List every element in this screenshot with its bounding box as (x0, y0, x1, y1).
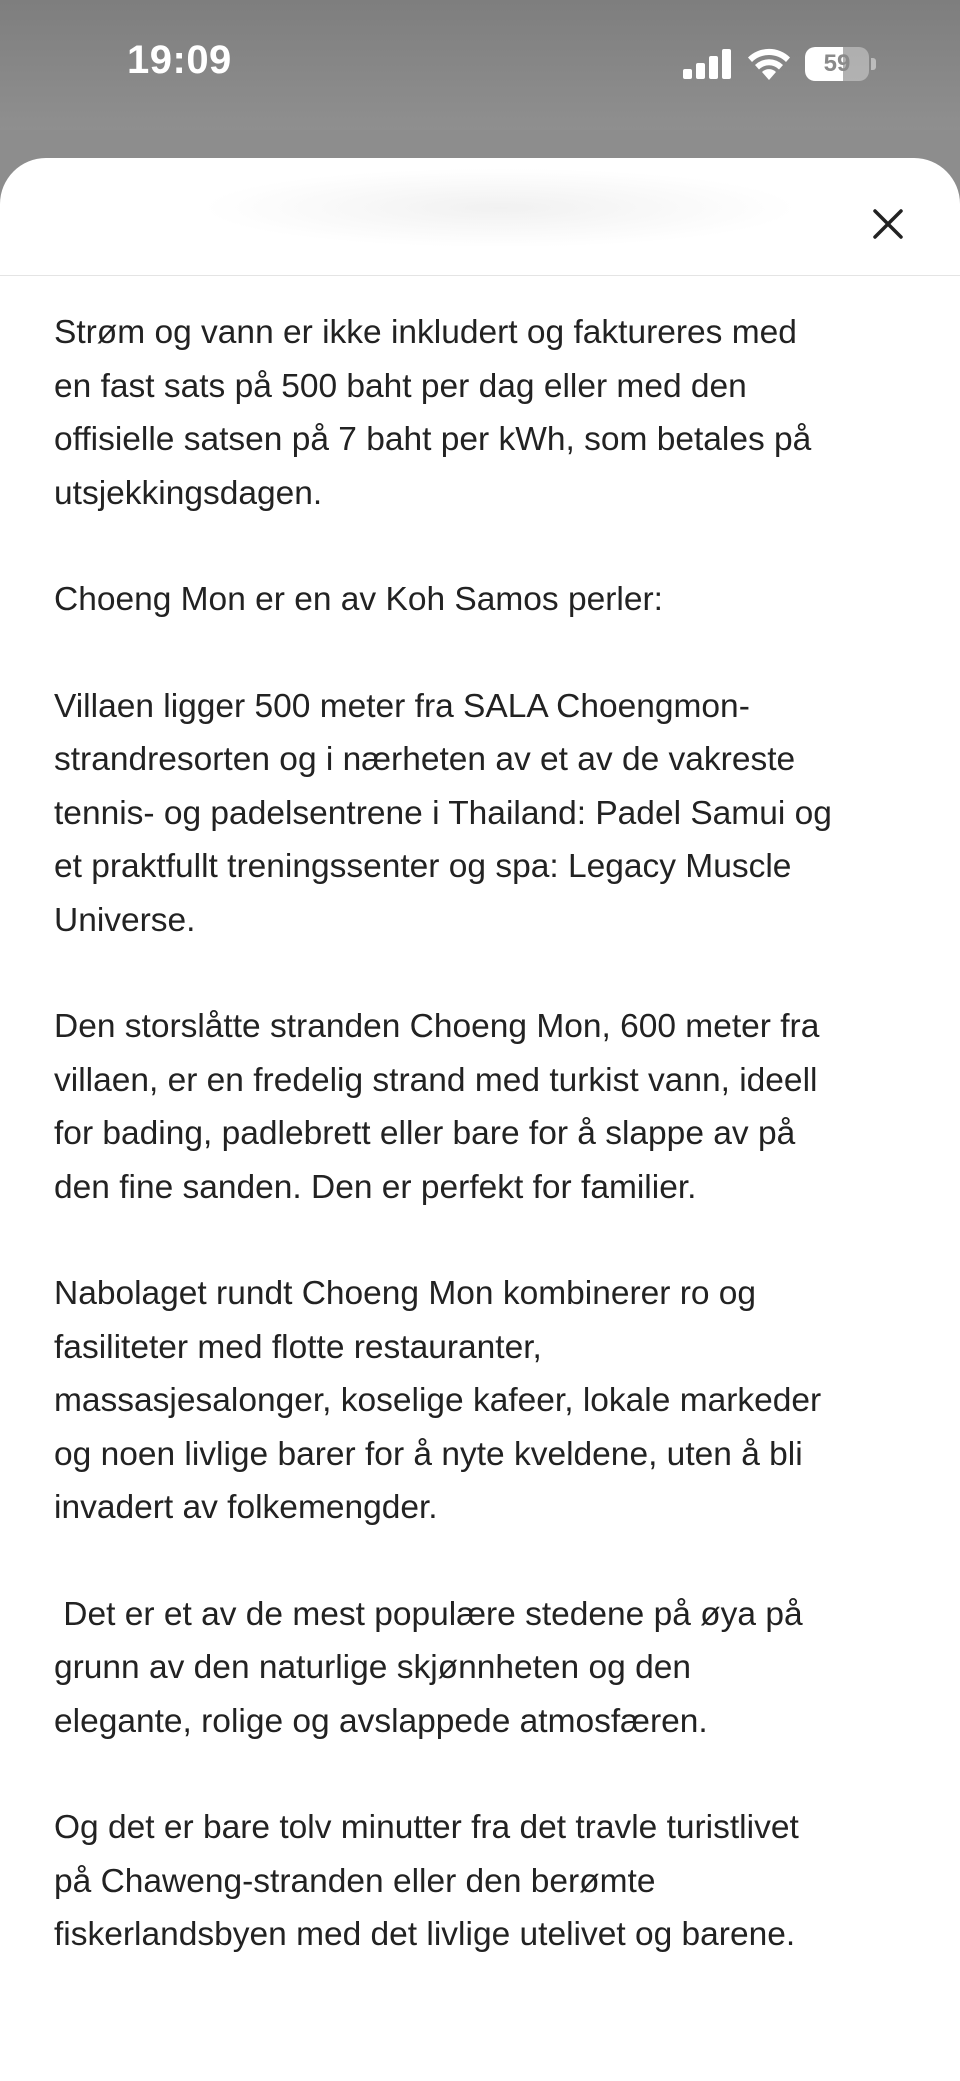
close-icon (872, 208, 904, 240)
paragraph-line: en fast sats på 500 baht per dag eller med den (54, 367, 747, 405)
paragraph-line: grunn av den naturlige skjønnheten og den (54, 1649, 691, 1686)
description-paragraph (54, 1267, 906, 1535)
paragraph-line: på Chaweng-stranden eller den berømte (54, 1862, 656, 1900)
paragraph-line: fiskerlandsbyen med det livlige utelivet og barene. (54, 1916, 796, 1953)
description-paragraph (54, 306, 906, 520)
paragraph-line: Universe. (54, 901, 196, 939)
description-paragraph (54, 680, 906, 948)
paragraph-line: fasiliteter med flotte restauranter, (54, 1328, 542, 1366)
sheet-header (0, 158, 960, 276)
paragraph-line: utsjekkingsdagen. (54, 474, 323, 512)
header-title-faded (200, 168, 800, 248)
close-button[interactable] (862, 198, 914, 250)
paragraph-line: Og det er bare tolv minutter fra det travle turistlivet (54, 1809, 799, 1846)
paragraph-line: massasjesalonger, koselige kafeer, lokale markeder (54, 1382, 822, 1419)
battery-nub (871, 58, 876, 70)
paragraph-line: et praktfullt treningssenter og spa: Legacy Muscle (54, 848, 792, 885)
paragraph-line: Det er et av de mest populære stedene på øya på (54, 1595, 803, 1633)
paragraph-line: Villaen ligger 500 meter fra SALA Choengmon- (54, 687, 750, 725)
paragraph-line: for bading, padlebrett eller bare for å slappe av på (54, 1115, 796, 1152)
paragraph-line: elegante, rolige og avslappede atmosfæren. (54, 1702, 708, 1740)
paragraph-line: Choeng Mon er en av Koh Samos perler: (54, 581, 663, 618)
description-sheet (0, 158, 960, 2081)
description-paragraph (54, 573, 906, 627)
cellular-signal-icon (683, 49, 733, 79)
description-content (0, 276, 960, 1962)
description-paragraph (54, 1801, 906, 1962)
description-paragraph (54, 1588, 906, 1749)
battery-level: 59 (823, 50, 851, 77)
paragraph-line: offisielle satsen på 7 baht per kWh, som betales på (54, 421, 812, 458)
paragraph-line: tennis- og padelsentrene i Thailand: Padel Samui og (54, 794, 832, 832)
wifi-icon (747, 48, 791, 80)
paragraph-line: invadert av folkemengder. (54, 1489, 438, 1526)
paragraph-line: Den storslåtte stranden Choeng Mon, 600 meter fra (54, 1008, 820, 1045)
status-bar (0, 0, 960, 130)
status-time: 19:09 (127, 38, 232, 82)
paragraph-line: strandresorten og i nærheten av et av de vakreste (54, 741, 796, 778)
paragraph-line: den fine sanden. Den er perfekt for familier. (54, 1168, 697, 1206)
paragraph-line: villaen, er en fredelig strand med turkist vann, ideell (54, 1061, 818, 1099)
status-icons (683, 44, 876, 84)
paragraph-line: Nabolaget rundt Choeng Mon kombinerer ro og (54, 1275, 757, 1312)
paragraph-line: Strøm og vann er ikke inkludert og faktureres med (54, 314, 797, 351)
battery-icon (805, 47, 869, 81)
paragraph-line: og noen livlige barer for å nyte kveldene, uten å bli (54, 1435, 803, 1473)
description-paragraph (54, 1000, 906, 1214)
